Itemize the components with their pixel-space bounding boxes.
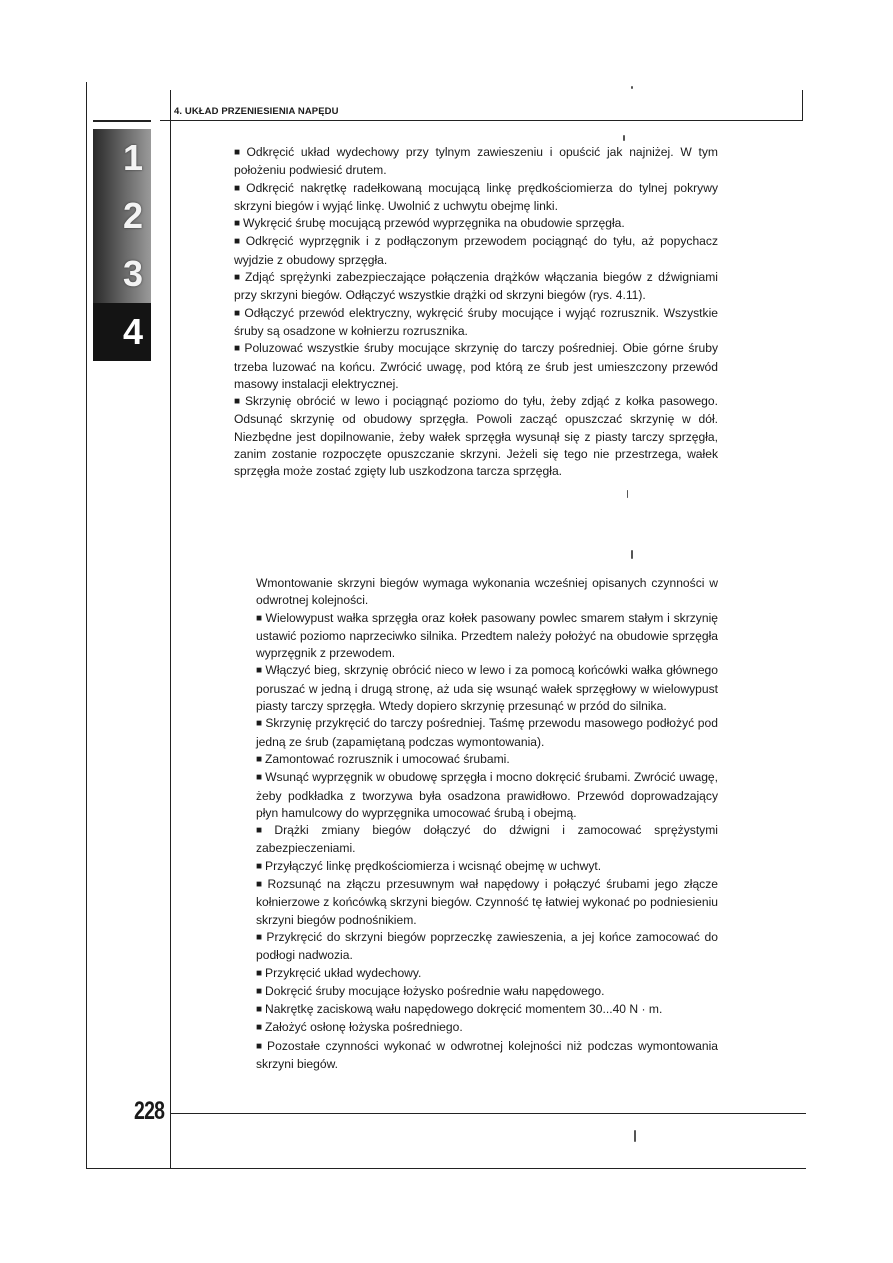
list-item [256,1001,718,1019]
square-bullet-icon: ■ [256,772,263,784]
square-bullet-icon: ■ [256,825,272,837]
list-item-text: Poluzować wszystkie śruby mocujące skrzynię do tarczy pośredniej. Obie górne śruby trzeba luzować na końcu. Zwrócić uwagę, pod którą ze śrub jest umieszczony przewód masowy instalacji elektrycznej. [234,341,719,391]
list-item-text: Wykręcić śrubę mocującą przewód wyprzęgnika na obudowie sprzęgła. [243,216,625,231]
square-bullet-icon: ■ [256,1040,265,1052]
footer-rule [170,1113,806,1114]
square-bullet-icon: ■ [234,218,241,230]
list-item [234,215,718,233]
tab-top-rule [93,120,151,122]
square-bullet-icon: ■ [234,272,243,284]
square-bullet-icon: ■ [234,396,242,408]
list-item-text: Pozostałe czynności wykonać w odwrotnej kolejności niż podczas wymontowania skrzyni biegów. [256,1038,718,1072]
scan-speck [634,1130,636,1142]
list-item [234,393,718,480]
bottom-rule [86,1168,806,1169]
removal-steps [234,144,718,481]
right-margin-line [802,90,803,120]
header-rule [160,120,803,121]
chapter-tab-label: 1 [122,137,143,178]
list-item-text: Zamontować rozrusznik i umocować śrubami. [265,751,510,766]
list-item [256,751,718,769]
square-bullet-icon: ■ [234,182,244,194]
square-bullet-icon: ■ [256,1022,263,1034]
list-item-text: Przykręcić układ wydechowy. [265,965,422,980]
list-item-text: Wsunąć wyprzęgnik w obudowę sprzęgła i mocno dokręcić śrubami. Zwrócić uwagę, żeby podkładka z tworzywa była osadzona prawidłowo. Przewód doprowadzający płyn hamulcowy do wyprzęgnika umocować śrubą i obejmą. [256,770,719,820]
square-bullet-icon: ■ [256,967,263,979]
list-item [256,1038,718,1074]
list-item-text: Dokręcić śruby mocujące łożysko pośrednie wału napędowego. [265,983,605,998]
chapter-tab-label: 4 [122,311,143,352]
scan-speck [631,86,633,89]
square-bullet-icon: ■ [256,718,263,730]
chapter-tab-4[interactable] [93,303,151,361]
list-item-text: Rozsunąć na złączu przesuwnym wał napędowy i połączyć śrubami jego złącze kołnierzowe z końcówką skrzyni biegów. Czynność tę łatwiej wykonać po podniesieniu skrzyni biegów podnośnikiem. [256,877,718,927]
list-item-text: Odkręcić układ wydechowy przy tylnym zawieszeniu i opuścić jak najniżej. W tym położeniu podwiesić drutem. [234,145,718,178]
list-item-text: Nakrętkę zaciskową wału napędowego dokręcić momentem 30...40 N · m. [265,1002,663,1017]
chapter-tab-2[interactable] [93,187,151,245]
left-margin-line [86,82,87,1168]
square-bullet-icon: ■ [256,1004,263,1016]
list-item-text: Założyć osłonę łożyska pośredniego. [265,1020,463,1035]
square-bullet-icon: ■ [234,236,243,248]
list-item [234,180,718,216]
list-item-text: Przykręcić do skrzyni biegów poprzeczkę zawieszenia, a jej końce zamocować do podłogi nadwozia. [256,929,718,963]
scan-speck [631,550,633,559]
square-bullet-icon: ■ [256,931,264,943]
list-item [256,858,718,876]
list-item-text: Odłączyć przewód elektryczny, wykręcić śruby mocujące i wyjąć rozrusznik. Wszystkie śruby są osadzone w kołnierzu rozrusznika. [234,305,718,338]
square-bullet-icon: ■ [256,985,263,997]
page-number: 228 [134,1097,165,1125]
list-item [256,715,718,751]
list-item [256,662,718,715]
section-intro: Wmontowanie skrzyni biegów wymaga wykonania wcześniej opisanych czynności w odwrotnej kolejności. [256,576,718,608]
list-item [256,876,718,929]
list-item-text: Drążki zmiany biegów dołączyć do dźwigni i zamocować sprężystymi zabezpieczeniami. [256,823,718,856]
list-item [256,929,718,965]
square-bullet-icon: ■ [256,753,263,765]
list-item [234,269,718,305]
scan-speck [623,135,625,141]
inner-margin-line [170,90,171,1168]
square-bullet-icon: ■ [256,665,263,677]
list-item-text: Skrzynię przykręcić do tarczy pośredniej. Taśmę przewodu masowego podłożyć pod jedną ze śrub (zapamiętaną podczas wymontowania). [256,716,718,749]
square-bullet-icon: ■ [256,612,263,624]
list-item [234,144,718,180]
list-item-text: Przyłączyć linkę prędkościomierza i wcisnąć obejmę w uchwyt. [265,858,602,873]
chapter-tab-label: 2 [122,195,143,236]
square-bullet-icon: ■ [256,879,265,891]
installation-steps [256,575,718,1073]
scan-speck [627,490,628,498]
list-item-text: Włączyć bieg, skrzynię obrócić nieco w lewo i za pomocą końcówki wałka głównego poruszać w jedną i drugą stronę, aż uda się wsunąć wałek sprzęgłowy w wielowypust piasty tarczy sprzęgła. Wtedy dopiero skrzynię przesunąć w przód do silnika. [256,663,718,714]
list-item-text: Wielowypust wałka sprzęgła oraz kołek pasowany powlec smarem stałym i skrzynię ustawić poziomo naprzeciwko silnika. Przedtem należy położyć na obudowie sprzęgła wyprzęgnik z przewodem. [256,610,718,661]
square-bullet-icon: ■ [234,343,242,355]
chapter-tab-3[interactable] [93,245,151,303]
list-item [256,610,718,663]
list-item [256,1019,718,1037]
list-item [234,340,718,393]
list-item-text: Odkręcić wyprzęgnik i z podłączonym przewodem pociągnąć do tyłu, aż popychacz wyjdzie z obudowy sprzęgła. [234,234,718,267]
list-item [256,983,718,1001]
list-item-text: Zdjąć sprężynki zabezpieczające połączenia drążków włączania biegów z dźwigniami przy skrzyni biegów. Odłączyć wszystkie drążki od skrzyni biegów (rys. 4.11). [234,270,718,303]
list-item-text: Skrzynię obrócić w lewo i pociągnąć poziomo do tyłu, żeby zdjąć z kołka pasowego. Odsunąć skrzynię od obudowy sprzęgła. Powoli zacząć opuszczać skrzynię w dół. Niezbędne jest dopilnowanie, żeby wałek sprzęgła wysunął się z piasty tarczy sprzęgła, zanim zostanie rozpoczęte opuszczanie skrzyni. Jeżeli się tego nie przestrzega, wałek sprzęgła może zostać zgięty lub uszkodzona tarcza sprzęgła. [234,394,718,479]
chapter-tab-label: 3 [122,253,143,294]
list-item [234,233,718,269]
list-item [256,769,718,822]
page-header: 4. UKŁAD PRZENIESIENIA NAPĘDU [174,106,339,117]
chapter-tab-1[interactable] [93,129,151,187]
square-bullet-icon: ■ [234,147,244,158]
list-item [256,822,718,858]
list-item [234,305,718,341]
list-item-text: Odkręcić nakrętkę radełkowaną mocującą linkę prędkościomierza do tylnej pokrywy skrzyni biegów i wyjąć linkę. Uwolnić z uchwytu obejmę linki. [234,180,718,213]
list-item [256,965,718,983]
square-bullet-icon: ■ [256,860,263,872]
square-bullet-icon: ■ [234,307,242,319]
